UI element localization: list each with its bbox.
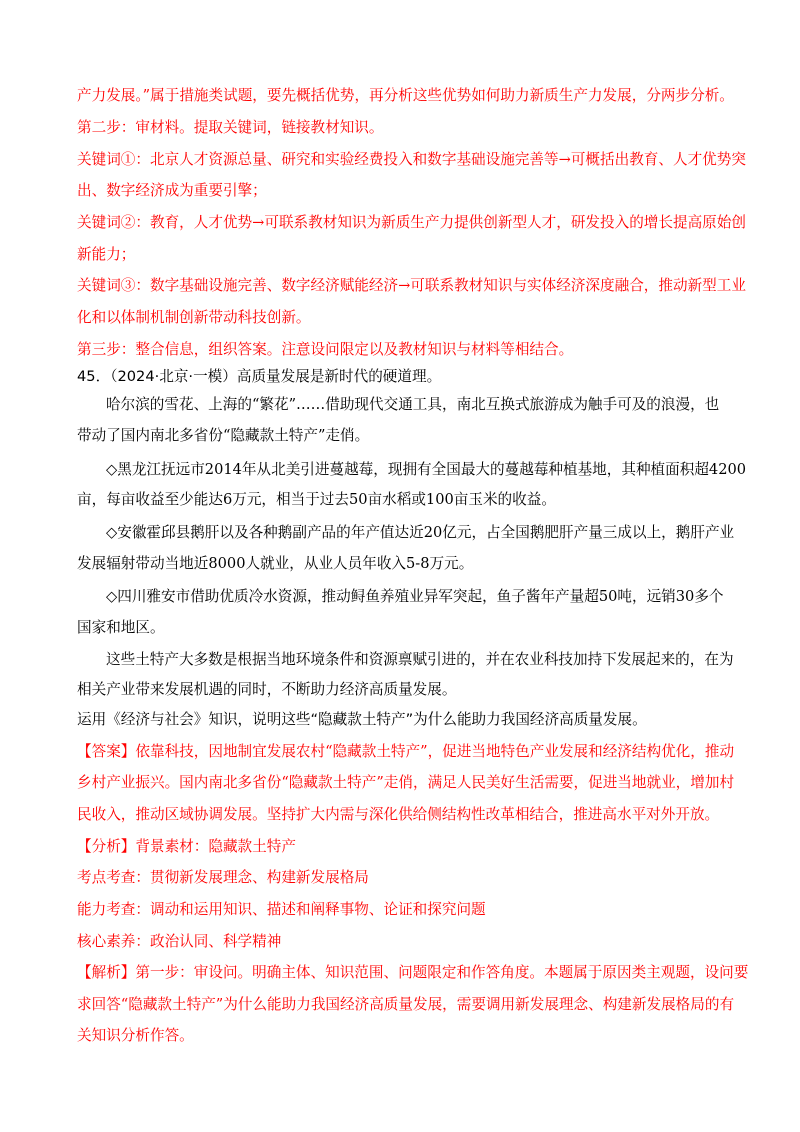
text-line-l06: 新能力； xyxy=(77,246,136,263)
text-line-l26: 考点考查：贯彻新发展理念、构建新发展格局 xyxy=(77,869,369,886)
text-line-l17: ◇四川雅安市借助优质冷水资源，推动鲟鱼养殖业异军突起，鱼子酱年产量超50吨，远销30多个 xyxy=(106,588,724,605)
text-line-l19: 这些土特产大多数是根据当地环境条件和资源禀赋引进的，并在农业科技加持下发展起来的，在为 xyxy=(106,651,734,668)
text-line-l28: 核心素养：政治认同、科学精神 xyxy=(77,933,282,950)
text-line-l16: 发展辐射带动当地近8000人就业，从业人员年收入5-8万元。 xyxy=(77,555,474,572)
text-line-l08: 化和以体制机制创新带动科技创新。 xyxy=(77,309,311,326)
text-line-l21: 运用《经济与社会》知识，说明这些“隐藏款土特产”为什么能助力我国经济高质量发展。 xyxy=(77,711,647,728)
text-line-l14: 亩，每亩收益至少能达6万元，相当于过去50亩水稻或100亩玉米的收益。 xyxy=(77,491,556,508)
text-line-l15: ◇安徽霍邱县鹅肝以及各种鹅副产品的年产值达近20亿元，占全国鹅肥肝产量三成以上，鹅肝产业 xyxy=(106,524,735,541)
text-line-l05: 关键词②：教育，人才优势→可联系教材知识为新质生产力提供创新型人才，研发投入的增长提高原始创 xyxy=(77,214,746,231)
text-line-l23: 乡村产业振兴。国内南北多省份“隐藏款土特产”走俏，满足人民美好生活需要，促进当地就业，增加村 xyxy=(77,774,735,791)
text-line-l02: 第二步：审材料。提取关键词，链接教材知识。 xyxy=(77,119,384,136)
text-line-l11: 哈尔滨的雪花、上海的“繁花”……借助现代交通工具，南北互换式旅游成为触手可及的浪漫，也 xyxy=(106,396,720,413)
text-line-l01: 产力发展。”属于措施类试题，要先概括优势，再分析这些优势如何助力新质生产力发展，分两步分析。 xyxy=(77,87,734,104)
text-line-l24: 民收入，推动区域协调发展。坚持扩大内需与深化供给侧结构性改革相结合，推进高水平对外开放。 xyxy=(77,806,720,823)
text-line-l25: 【分析】背景素材：隐藏款土特产 xyxy=(77,838,296,855)
text-line-l03: 关键词①：北京人才资源总量、研究和实验经费投入和数字基础设施完善等→可概括出教育、人才优势突 xyxy=(77,151,746,168)
text-line-l13: ◇黑龙江抚远市2014年从北美引进蔓越莓，现拥有全国最大的蔓越莓种植基地，其种植面积超4200 xyxy=(106,461,747,478)
text-line-l30: 求回答“隐藏款土特产”为什么能助力我国经济高质量发展，需要调用新发展理念、构建新发展格局的有 xyxy=(77,996,735,1013)
text-line-l22: 【答案】依靠科技，因地制宜发展农村“隐藏款土特产”，促进当地特色产业发展和经济结构优化，推动 xyxy=(77,743,735,760)
text-line-l10: 45．（2024·北京·一模）高质量发展是新时代的硬道理。 xyxy=(77,368,442,385)
text-line-l29: 【解析】第一步：审设问。明确主体、知识范围、问题限定和作答角度。本题属于原因类主观题，设问要 xyxy=(77,964,749,981)
text-line-l18: 国家和地区。 xyxy=(77,619,165,636)
text-line-l12: 带动了国内南北多省份“隐藏款土特产”走俏。 xyxy=(77,427,370,444)
text-line-l04: 出、数字经济成为重要引擎； xyxy=(77,182,267,199)
text-line-l07: 关键词③：数字基础设施完善、数字经济赋能经济→可联系教材知识与实体经济深度融合，推动新型工业 xyxy=(77,277,746,294)
text-line-l31: 关知识分析作答。 xyxy=(77,1027,194,1044)
text-line-l09: 第三步：整合信息，组织答案。注意设问限定以及教材知识与材料等相结合。 xyxy=(77,341,574,358)
text-line-l27: 能力考查：调动和运用知识、描述和阐释事物、论证和探究问题 xyxy=(77,901,486,918)
text-line-l20: 相关产业带来发展机遇的同时，不断助力经济高质量发展。 xyxy=(77,681,457,698)
